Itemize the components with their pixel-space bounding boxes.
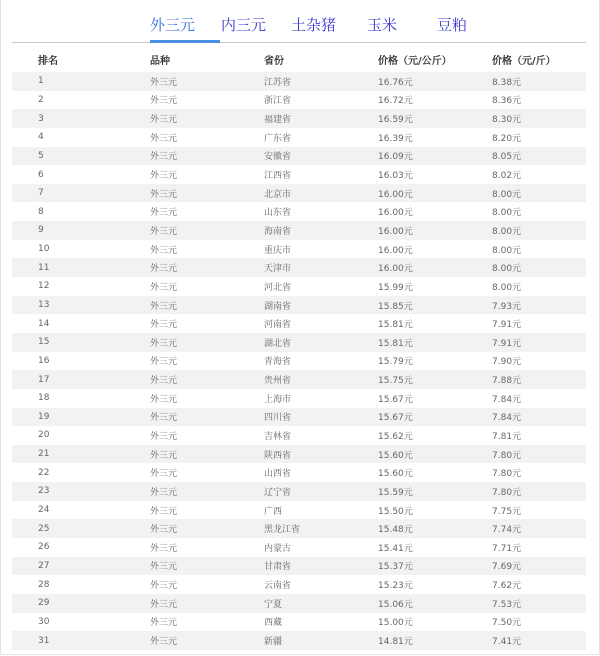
province-cell: 湖南省	[238, 296, 352, 315]
price-jin-cell: 8.00元	[492, 208, 522, 219]
province-cell: 甘肃省	[238, 557, 352, 576]
table-row	[12, 482, 586, 501]
table-row	[12, 370, 586, 389]
variety-cell: 外三元	[124, 72, 238, 91]
header-province: 省份	[264, 55, 284, 67]
province-cell: 天津市	[238, 258, 352, 277]
variety-cell: 外三元	[150, 431, 178, 442]
header-rank: 排名	[38, 55, 58, 67]
rank-cell: 27	[12, 557, 124, 576]
price-kg-cell: 16.00元	[378, 208, 413, 219]
price-kg-cell: 16.00元	[352, 221, 466, 240]
province-cell: 上海市	[264, 394, 292, 405]
rank-cell: 6	[38, 169, 44, 180]
variety-cell: 外三元	[124, 557, 238, 576]
rank-cell: 1	[12, 72, 124, 91]
variety-cell: 外三元	[124, 594, 238, 613]
rank-cell: 19	[12, 408, 124, 427]
province-cell: 黑龙江省	[238, 519, 352, 538]
variety-cell: 外三元	[124, 333, 238, 352]
rank-cell: 29	[12, 594, 124, 613]
variety-cell: 外三元	[150, 469, 178, 480]
table-row	[12, 445, 586, 464]
province-cell: 山西省	[264, 469, 292, 480]
price-kg-cell: 15.99元	[378, 282, 413, 293]
province-cell: 云南省	[264, 581, 292, 592]
price-jin-cell: 7.88元	[466, 370, 586, 389]
variety-cell: 外三元	[150, 543, 178, 554]
variety-cell: 外三元	[150, 618, 178, 629]
price-kg-cell: 15.67元	[352, 408, 466, 427]
variety-cell: 外三元	[124, 445, 238, 464]
rank-cell: 24	[38, 505, 50, 516]
province-cell: 四川省	[238, 408, 352, 427]
rank-cell: 14	[38, 318, 50, 329]
price-jin-cell: 8.36元	[492, 96, 522, 107]
rank-cell: 25	[12, 519, 124, 538]
variety-cell: 外三元	[124, 482, 238, 501]
rank-cell: 22	[38, 467, 50, 478]
tab-tu-za-zhu[interactable]: 土杂猪	[291, 16, 337, 34]
rank-cell: 17	[12, 370, 124, 389]
rank-cell: 23	[12, 482, 124, 501]
variety-cell: 外三元	[150, 171, 178, 182]
rank-cell: 4	[38, 132, 44, 143]
price-jin-cell: 7.91元	[466, 333, 586, 352]
tab-nei-san-yuan[interactable]: 内三元	[221, 16, 267, 34]
province-cell: 陕西省	[238, 445, 352, 464]
price-jin-cell: 7.41元	[466, 631, 586, 650]
price-kg-cell: 16.03元	[378, 171, 413, 182]
table-row	[12, 631, 586, 650]
price-jin-cell: 7.74元	[466, 519, 586, 538]
rank-cell: 3	[12, 109, 124, 128]
price-jin-cell: 7.75元	[492, 506, 522, 517]
table-row	[12, 184, 586, 203]
table-row	[12, 147, 586, 166]
variety-cell: 外三元	[124, 408, 238, 427]
table-row	[12, 389, 586, 408]
rank-cell: 28	[38, 579, 50, 590]
price-jin-cell: 8.05元	[466, 147, 586, 166]
table-row	[12, 594, 586, 613]
price-kg-cell: 15.75元	[352, 370, 466, 389]
province-cell: 河北省	[264, 282, 292, 293]
variety-cell: 外三元	[150, 506, 178, 517]
province-cell: 广西	[264, 506, 283, 517]
table-row	[12, 240, 586, 259]
rank-cell: 11	[12, 258, 124, 277]
variety-cell: 外三元	[150, 282, 178, 293]
table-header-row	[12, 46, 586, 72]
price-kg-cell: 15.48元	[352, 519, 466, 538]
table-row	[12, 519, 586, 538]
variety-cell: 外三元	[124, 370, 238, 389]
price-kg-cell: 15.62元	[378, 431, 413, 442]
rank-cell: 2	[38, 94, 44, 105]
province-cell: 辽宁省	[238, 482, 352, 501]
province-cell: 内蒙古	[264, 543, 292, 554]
table-row	[12, 221, 586, 240]
tab-wai-san-yuan[interactable]: 外三元	[150, 16, 196, 34]
rank-cell: 20	[38, 430, 50, 441]
header-price-per-jin: 价格（元/斤）	[492, 55, 556, 67]
tab-yu-mi[interactable]: 玉米	[367, 16, 398, 34]
province-cell: 河南省	[264, 320, 292, 331]
price-jin-cell: 7.50元	[492, 618, 522, 629]
price-jin-cell: 8.02元	[492, 171, 522, 182]
table-row	[12, 575, 586, 594]
province-cell: 广东省	[264, 133, 292, 144]
variety-cell: 外三元	[150, 394, 178, 405]
price-kg-cell: 15.23元	[378, 581, 413, 592]
price-jin-cell: 7.91元	[492, 320, 522, 331]
variety-cell: 外三元	[124, 296, 238, 315]
price-kg-cell: 16.39元	[378, 133, 413, 144]
variety-cell: 外三元	[124, 221, 238, 240]
rank-cell: 13	[12, 296, 124, 315]
tab-dou-po[interactable]: 豆粕	[437, 16, 468, 34]
rank-cell: 26	[38, 542, 50, 553]
price-jin-cell: 7.90元	[492, 357, 522, 368]
province-cell: 西藏	[264, 618, 283, 629]
table-row	[12, 72, 586, 91]
table-row	[12, 613, 586, 632]
tab-bar	[12, 0, 586, 43]
price-jin-cell: 8.00元	[492, 282, 522, 293]
table-row	[12, 165, 586, 184]
table-row	[12, 128, 586, 147]
rank-cell: 30	[38, 616, 50, 627]
variety-cell: 外三元	[124, 147, 238, 166]
price-jin-cell: 7.71元	[492, 543, 522, 554]
price-kg-cell: 15.81元	[378, 320, 413, 331]
rank-cell: 10	[38, 244, 50, 255]
table-row	[12, 314, 586, 333]
price-jin-cell: 7.84元	[492, 394, 522, 405]
price-jin-cell: 7.53元	[466, 594, 586, 613]
variety-cell: 外三元	[150, 320, 178, 331]
price-kg-cell: 15.37元	[352, 557, 466, 576]
variety-cell: 外三元	[150, 245, 178, 256]
province-cell: 山东省	[264, 208, 292, 219]
province-cell: 海南省	[238, 221, 352, 240]
rank-cell: 5	[12, 147, 124, 166]
rank-cell: 7	[12, 184, 124, 203]
price-kg-cell: 15.59元	[352, 482, 466, 501]
rank-cell: 15	[12, 333, 124, 352]
province-cell: 江西省	[264, 171, 292, 182]
table-row	[12, 202, 586, 221]
rank-cell: 12	[38, 281, 50, 292]
price-jin-cell: 8.00元	[466, 258, 586, 277]
price-kg-cell: 16.72元	[378, 96, 413, 107]
province-cell: 福建省	[238, 109, 352, 128]
price-jin-cell: 8.20元	[492, 133, 522, 144]
table-row	[12, 91, 586, 110]
province-cell: 宁夏	[238, 594, 352, 613]
rank-cell: 31	[12, 631, 124, 650]
table-row	[12, 501, 586, 520]
price-kg-cell: 16.76元	[352, 72, 466, 91]
variety-cell: 外三元	[150, 581, 178, 592]
table-row	[12, 296, 586, 315]
price-jin-cell: 8.38元	[466, 72, 586, 91]
price-jin-cell: 8.00元	[466, 184, 586, 203]
price-kg-cell: 15.00元	[378, 618, 413, 629]
price-jin-cell: 7.62元	[492, 581, 522, 592]
variety-cell: 外三元	[124, 631, 238, 650]
price-kg-cell: 16.09元	[352, 147, 466, 166]
variety-cell: 外三元	[124, 109, 238, 128]
price-jin-cell: 7.80元	[466, 445, 586, 464]
table-row	[12, 277, 586, 296]
price-jin-cell: 7.80元	[492, 469, 522, 480]
table-row	[12, 557, 586, 576]
province-cell: 江苏省	[238, 72, 352, 91]
price-kg-cell: 16.00元	[352, 184, 466, 203]
price-kg-cell: 16.00元	[378, 245, 413, 256]
price-kg-cell: 15.67元	[378, 394, 413, 405]
price-kg-cell: 16.59元	[352, 109, 466, 128]
price-kg-cell: 16.00元	[352, 258, 466, 277]
header-price-per-kg: 价格（元/公斤）	[378, 55, 452, 67]
table-row	[12, 333, 586, 352]
table-row	[12, 538, 586, 557]
province-cell: 北京市	[238, 184, 352, 203]
variety-cell: 外三元	[150, 357, 178, 368]
price-jin-cell: 8.00元	[492, 245, 522, 256]
price-jin-cell: 8.00元	[466, 221, 586, 240]
province-cell: 青海省	[264, 357, 292, 368]
variety-cell: 外三元	[150, 96, 178, 107]
variety-cell: 外三元	[124, 519, 238, 538]
variety-cell: 外三元	[124, 258, 238, 277]
table-row	[12, 463, 586, 482]
variety-cell: 外三元	[150, 208, 178, 219]
province-cell: 浙江省	[264, 96, 292, 107]
table-row	[12, 258, 586, 277]
price-kg-cell: 15.06元	[352, 594, 466, 613]
price-kg-cell: 14.81元	[352, 631, 466, 650]
province-cell: 吉林省	[264, 431, 292, 442]
province-cell: 安徽省	[238, 147, 352, 166]
rank-cell: 9	[12, 221, 124, 240]
header-variety: 品种	[150, 55, 170, 67]
price-jin-cell: 7.80元	[466, 482, 586, 501]
price-kg-cell: 15.85元	[352, 296, 466, 315]
province-cell: 湖北省	[238, 333, 352, 352]
table-row	[12, 408, 586, 427]
table-row	[12, 426, 586, 445]
price-jin-cell: 7.93元	[466, 296, 586, 315]
price-jin-cell: 7.84元	[466, 408, 586, 427]
active-tab-indicator	[150, 40, 220, 43]
province-cell: 重庆市	[264, 245, 292, 256]
price-kg-cell: 15.41元	[378, 543, 413, 554]
price-jin-cell: 7.69元	[466, 557, 586, 576]
price-kg-cell: 15.81元	[352, 333, 466, 352]
table-row	[12, 352, 586, 371]
rank-cell: 21	[12, 445, 124, 464]
rank-cell: 16	[38, 355, 50, 366]
rank-cell: 8	[38, 206, 44, 217]
table-row	[12, 109, 586, 128]
rank-cell: 18	[38, 393, 50, 404]
price-kg-cell: 15.50元	[378, 506, 413, 517]
variety-cell: 外三元	[150, 133, 178, 144]
price-table	[12, 46, 586, 650]
price-kg-cell: 15.60元	[378, 469, 413, 480]
price-jin-cell: 7.81元	[492, 431, 522, 442]
variety-cell: 外三元	[124, 184, 238, 203]
province-cell: 贵州省	[238, 370, 352, 389]
province-cell: 新疆	[238, 631, 352, 650]
price-kg-cell: 15.79元	[378, 357, 413, 368]
price-jin-cell: 8.30元	[466, 109, 586, 128]
price-kg-cell: 15.60元	[352, 445, 466, 464]
